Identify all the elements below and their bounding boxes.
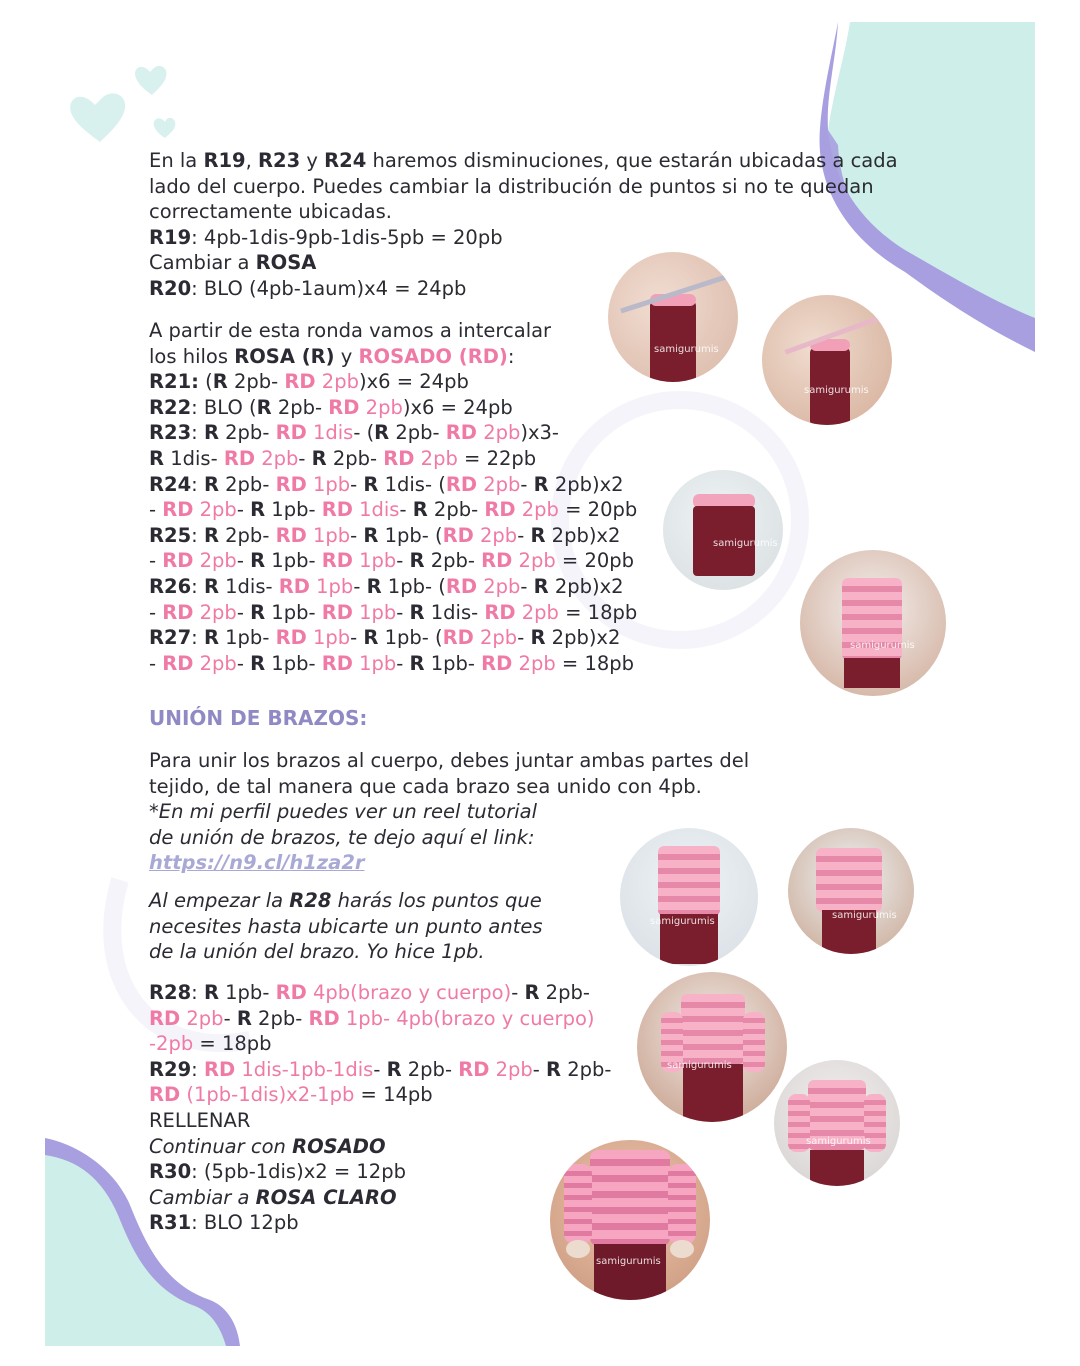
round-r24-cont: - RD 2pb- R 1pb- RD 1dis- R 2pb- RD 2pb = 20pb [149, 498, 638, 522]
round-r30: R30: (5pb-1dis)x2 = 12pb [149, 1160, 406, 1184]
photo-arm-join-1: samigurumis [620, 828, 758, 966]
tutorial-link[interactable]: https://n9.cl/h1za2r [149, 851, 365, 875]
alternating-rounds: A partir de esta ronda vamos a intercalar los hilos ROSA (R) y ROSADO (RD): R21: (R 2pb- RD 2pb)x6 = 24pb R22: BLO (R 2pb- RD 2pb)x6 = 24pb R23: R 2pb- RD 1dis- (R 2pb- RD 2pb)x3- R 1dis- RD 2pb- R 2pb- RD 2pb = 22pb R24: R 2pb- RD 1pb- R 1dis- (RD 2pb- R 2pb)x2 - RD 2pb- R 1pb- RD 1dis- R 2pb- RD 2pb = 20pb R25: R 2pb- RD 1pb- R 1pb- (RD 2pb- R 2pb)x2 - RD 2pb- R 1pb- RD 1pb- R 2pb- RD 2pb = 20pb R26: R 1dis- RD 1pb- R 1pb- (RD 2pb- R 2pb)x2 - RD 2pb- R 1pb- RD 1pb- R 1dis- RD 2pb = 18pb R27: R 1pb- RD 1pb- R 1pb- (RD 2pb- R 2pb)x2 - RD 2pb- R 1pb- RD 1pb- R 1pb- RD 2pb = 18pb [149, 319, 638, 675]
stuffing-note: RELLENAR [149, 1108, 251, 1132]
round-r28: R28: R 1pb- RD 4pb(brazo y cuerpo)- R 2pb- [149, 981, 590, 1004]
photo-sweater-front: samigurumis [774, 1060, 900, 1186]
rounds-28-31: R28: R 1pb- RD 4pb(brazo y cuerpo)- R 2pb- RD 2pb- R 2pb- RD 1pb- 4pb(brazo y cuerpo) -2pb = 18pb R29: RD 1dis-1pb-1dis- R 2pb- RD 2pb- R 2pb- RD (1pb-1dis)x2-1pb = 14pb RELLENAR Continuar con ROSADO R30: (5pb-1dis)x2 = 12pb Cambiar a ROSA CLARO R31: BLO 12pb [149, 981, 612, 1235]
intro-paragraph: En la R19, R23 y R24 haremos disminuciones, que estarán ubicadas a cada lado del cuerpo. Puedes cambiar la distribución de puntos si no te quedan correctamente ubicadas. R19: 4pb-1dis-9pb-1dis-5pb = 20pb Cambiar a ROSA R20: BLO (4pb-1aum)x4 = 24pb [149, 149, 898, 300]
change-color-rosa: Cambiar a ROSA [149, 251, 317, 275]
round-r31: R31: BLO 12pb [149, 1211, 299, 1235]
photo-hook-1: samigurumis [608, 252, 738, 382]
round-r26: R26: R 1dis- RD 1pb- R 1pb- (RD 2pb- R 2pb)x2 [149, 574, 624, 598]
union-paragraph: Para unir los brazos al cuerpo, debes juntar ambas partes del tejido, de tal manera que cada brazo sea unido con 4pb. *En mi perfil puedes ver un reel tutorial de unión de brazos, te dejo aquí el link: https://n9.cl/h1za2r Al empezar la R28 harás los puntos que necesites hasta ubicarte un punto antes de la unión del brazo. Yo hice 1pb. [149, 749, 750, 964]
photo-sweater-finished: samigurumis [550, 1140, 710, 1300]
round-r29-cont: RD (1pb-1dis)x2-1pb = 14pb [149, 1083, 433, 1107]
section-heading-union: UNIÓN DE BRAZOS: [149, 706, 368, 730]
round-r23-cont: R 1dis- RD 2pb- R 2pb- RD 2pb = 22pb [149, 446, 537, 470]
round-r28-cont: RD 2pb- R 2pb- RD 1pb- 4pb(brazo y cuerpo) [149, 1006, 595, 1030]
round-r26-cont: - RD 2pb- R 1pb- RD 1pb- R 1dis- RD 2pb = 18pb [149, 600, 638, 624]
round-r19: R19: 4pb-1dis-9pb-1dis-5pb = 20pb [149, 225, 503, 249]
round-r25: R25: R 2pb- RD 1pb- R 1pb- (RD 2pb- R 2pb)x2 [149, 523, 621, 547]
photo-pants: samigurumis [663, 470, 783, 590]
round-r28-cont2: -2pb = 18pb [149, 1032, 272, 1056]
round-r29: R29: RD 1dis-1pb-1dis- R 2pb- RD 2pb- R 2pb- [149, 1057, 612, 1081]
round-r27: R27: R 1pb- RD 1pb- R 1pb- (RD 2pb- R 2pb)x2 [149, 626, 621, 650]
round-r20: R20: BLO (4pb-1aum)x4 = 24pb [149, 276, 467, 300]
round-r22: R22: BLO (R 2pb- RD 2pb)x6 = 24pb [149, 395, 513, 419]
round-r27-cont: - RD 2pb- R 1pb- RD 1pb- R 1pb- RD 2pb = 18pb [149, 651, 635, 675]
photo-body-striped: samigurumis [800, 550, 946, 696]
photo-hook-2: samigurumis [762, 295, 892, 425]
photo-arm-join-2: samigurumis [788, 828, 914, 954]
round-r23: R23: R 2pb- RD 1dis- (R 2pb- RD 2pb)x3- [149, 421, 559, 445]
round-r25-cont: - RD 2pb- R 1pb- RD 1pb- R 2pb- RD 2pb = 20pb [149, 549, 635, 573]
round-r24: R24: R 2pb- RD 1pb- R 1dis- (RD 2pb- R 2pb)x2 [149, 472, 624, 496]
photo-arms-attached: samigurumis [637, 972, 787, 1122]
round-r21: R21: (R 2pb- RD 2pb)x6 = 24pb [149, 370, 469, 394]
